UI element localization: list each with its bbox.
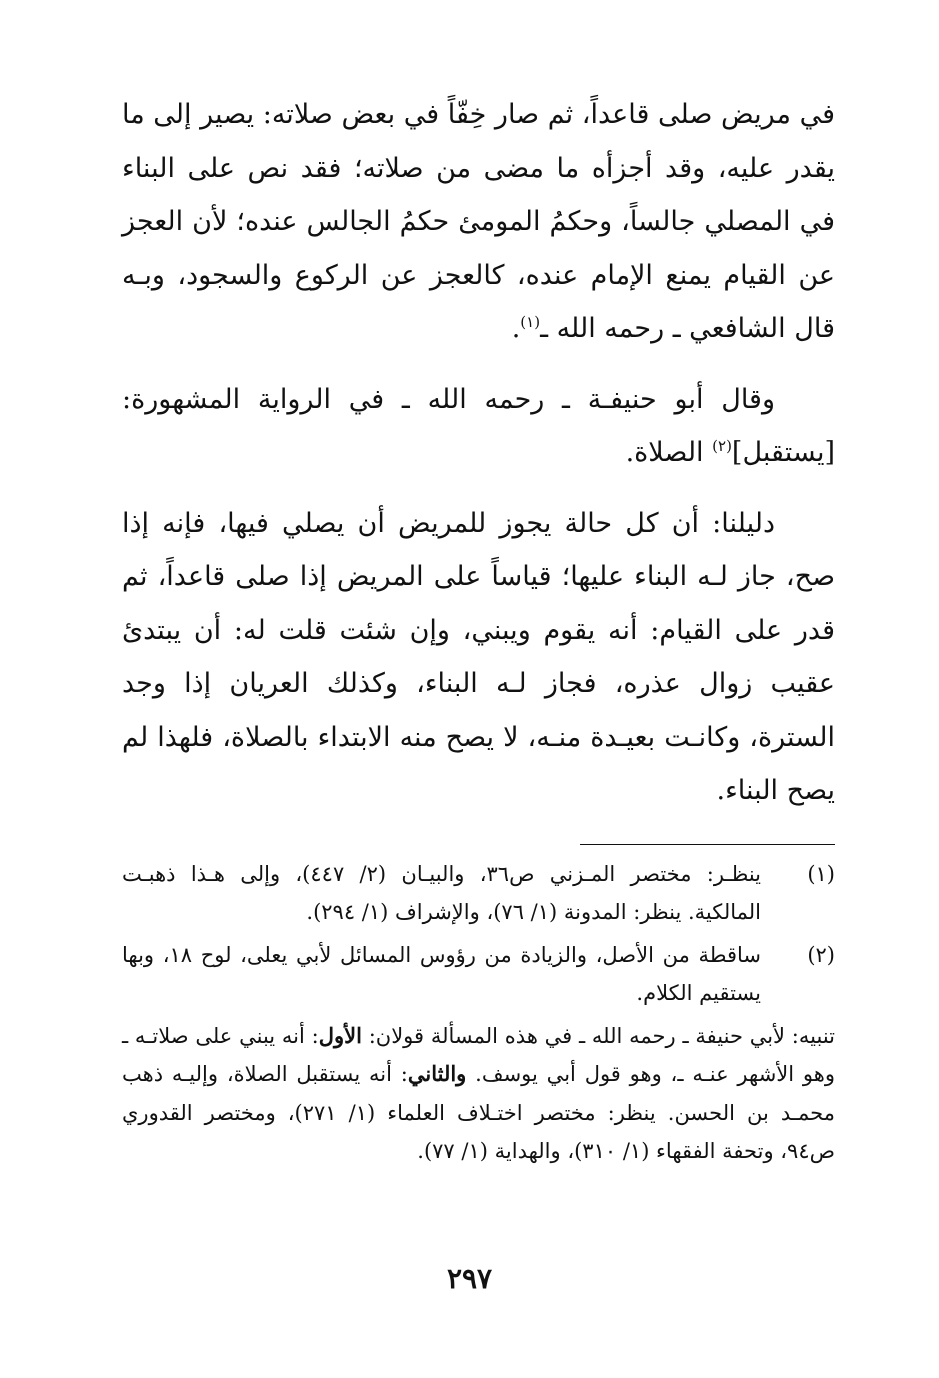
footnote-note <box>122 1017 835 1171</box>
note-part-2: : أنه يبني على صلاتـه ـ وهو الأشهر عنـه ـ، وهو قول أبي يوسف. <box>122 1023 835 1086</box>
paragraph-2-end: الصلاة. <box>625 437 713 468</box>
main-text <box>122 88 835 818</box>
footnote-divider <box>580 844 835 845</box>
footnote-1-text: ينظـر: مختصر المـزني ص٣٦، والبيـان (٢/ ٤٤٧)، وإلى هـذا ذهبـت المالكية. ينظر: المدونة (١/ ٧٦)، والإشراف (١/ ٢٩٤). <box>122 861 762 924</box>
paragraph-1 <box>122 88 835 356</box>
note-part-1: تنبيه: لأبي حنيفة ـ رحمه الله ـ في هذه المسألة قولان: <box>361 1023 835 1048</box>
footnote-2 <box>122 936 835 1013</box>
paragraph-2 <box>122 373 835 480</box>
paragraph-1-text: في مريض صلى قاعداً، ثم صار خِفّاً في بعض صلاته: يصير إلى ما يقدر عليه، وقد أجزأه ما مضى من صلاته؛ فقد نص على البناء في المصلي جالساً، وحكمُ المومئ حكمُ الجالس عنده؛ لأن العجز عن القيام يمنع الإمام عنده، كالعجز عن الركوع والسجود، وبـه قال الشافعي ـ رحمه الله ـ <box>122 99 835 344</box>
note-first-label: الأول <box>318 1022 362 1048</box>
footnote-2-text: ساقطة من الأصل، والزيادة من رؤوس المسائل لأبي يعلى، لوح ١٨، وبها يستقيم الكلام. <box>122 942 761 1005</box>
book-page <box>122 88 835 1338</box>
note-part-3: : أنه يستقبل الصلاة، وإليـه ذهب محمـد بن الحسن. ينظر: مختصر اختـلاف العلماء (١/ ٢٧١)، ومختصر القدوري ص٩٤، وتحفة الفقهاء (١/ ٣١٠)، والهداية (١/ ٧٧). <box>122 1062 835 1163</box>
footnote-2-number: (٢) <box>807 942 835 967</box>
footnote-ref-2: (٢) <box>712 437 732 455</box>
paragraph-2-text: وقال أبو حنيفـة ـ رحمه الله ـ في الرواية المشهورة: [يستقبل] <box>122 383 835 468</box>
footnote-ref-1: (١) <box>520 313 541 331</box>
footnotes <box>122 855 835 1171</box>
paragraph-3: دليلنا: أن كل حالة يجوز للمريض أن يصلي فيها، فإنه إذا صح، جاز لـه البناء عليها؛ قياساً على المريض إذا صلى قاعداً، ثم قدر على القيام: أنه يقوم ويبني، وإن شئت قلت له: أن يبتدئ عقيب زوال عذره، فجاز لـه البناء، وكذلك العريان إذا وجد السترة، وكانـت بعيـدة منـه، لا يصح منه الابتداء بالصلاة، فلهذا لم يصح البناء. <box>122 507 835 806</box>
note-second-label: والثاني <box>407 1061 467 1086</box>
page-number: ٢٩٧ <box>446 1262 493 1295</box>
footnote-1-number: (١) <box>807 861 835 886</box>
footnote-1 <box>122 855 835 932</box>
paragraph-1-end: . <box>511 313 521 344</box>
